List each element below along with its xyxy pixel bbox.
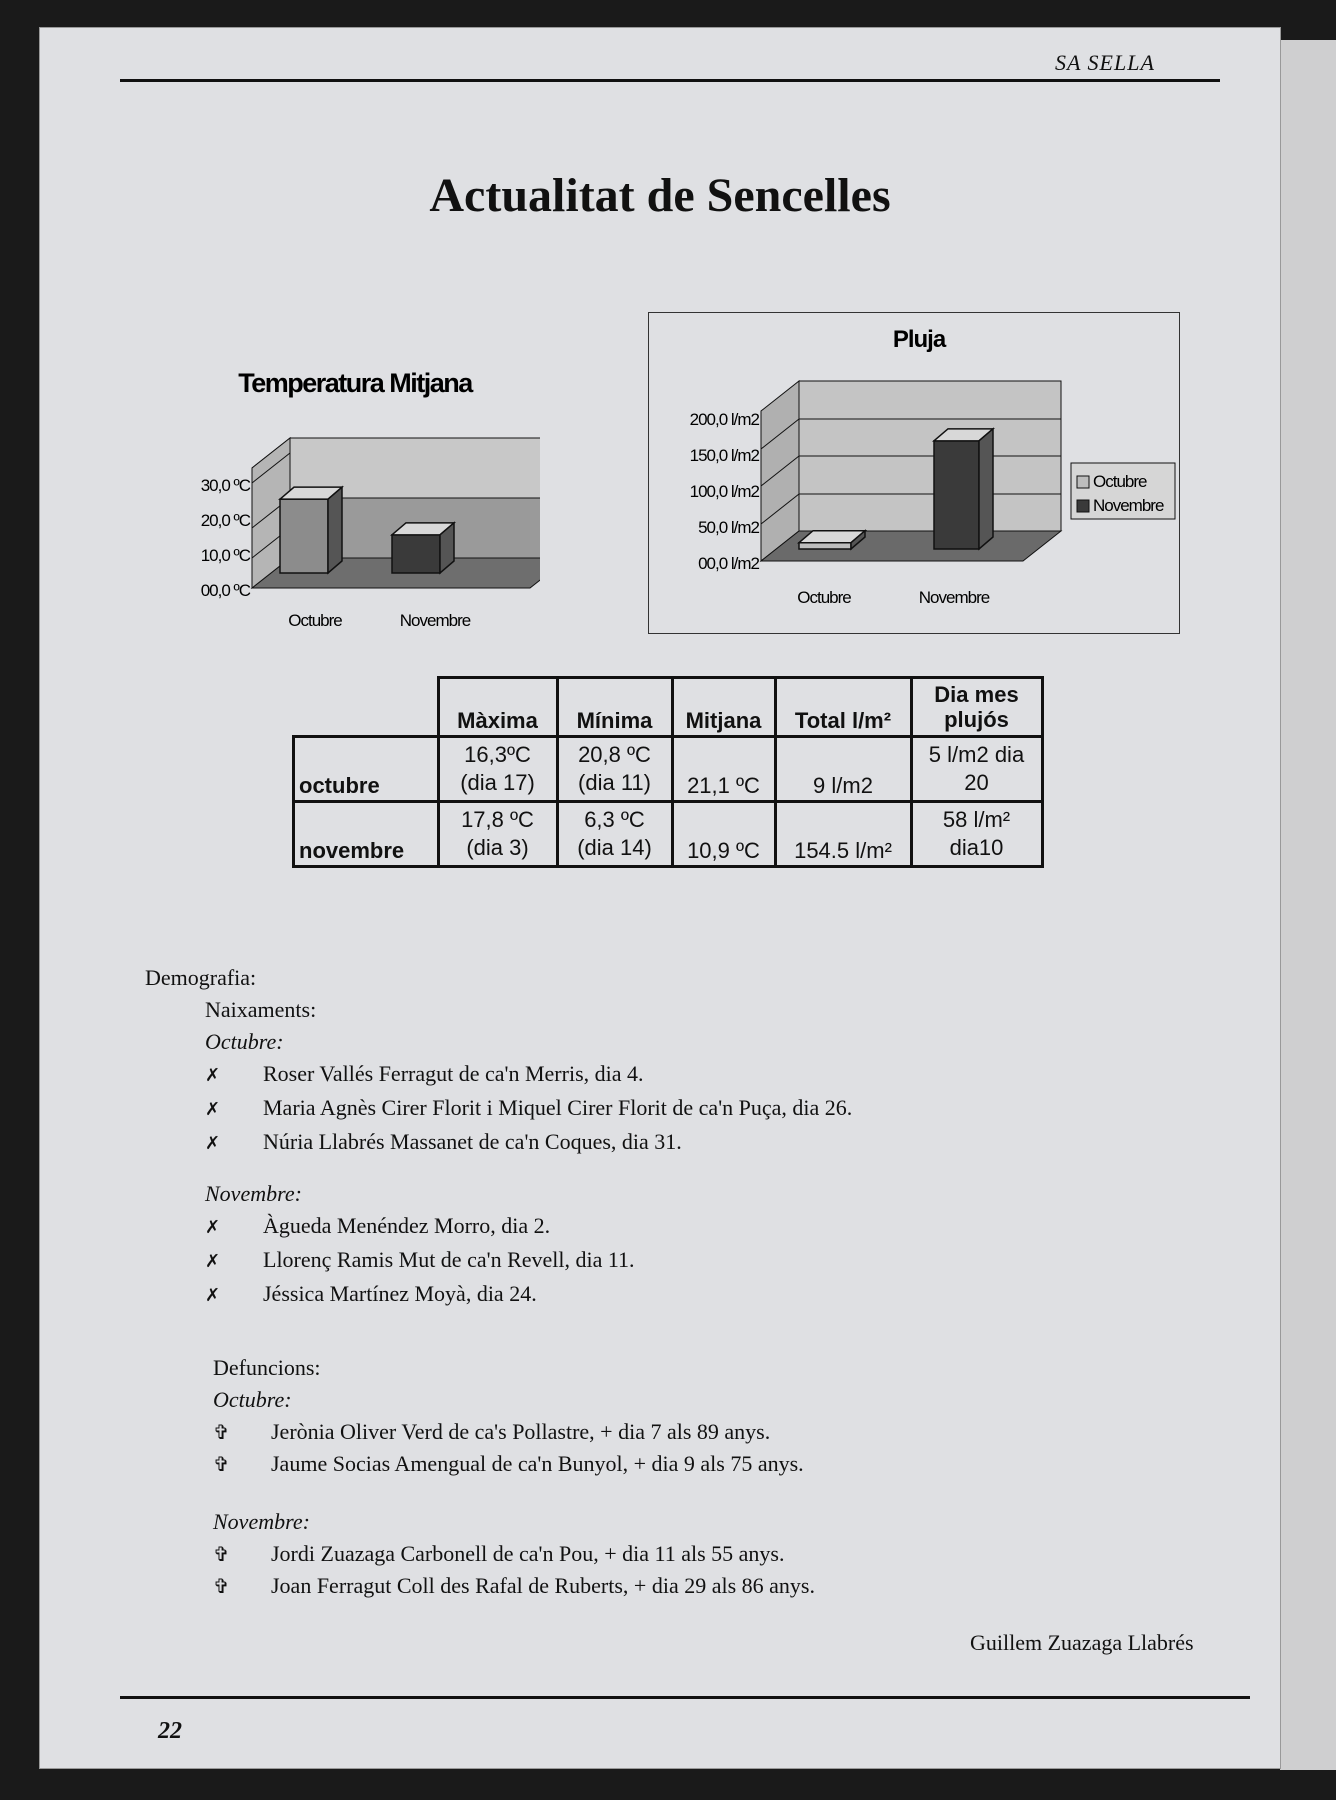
cell-day: (dia 11) [578, 770, 651, 795]
table-row [294, 737, 1043, 802]
subsection-heading: Naixaments: [205, 997, 317, 1022]
table-cell: 9 l/m2 [775, 737, 911, 802]
col-header: Màxima [438, 678, 557, 737]
temperature-chart [170, 348, 540, 648]
cross-icon: ✗ [205, 1099, 221, 1120]
legend-label: Novembre [1093, 496, 1164, 515]
cell-value: 16,3ºC [464, 742, 531, 767]
subsection-heading: Defuncions: [213, 1355, 321, 1380]
table-cell [911, 802, 1042, 867]
chart-title: Pluja [892, 326, 946, 353]
list-item: ✞ Joan Ferragut Coll des Rafal de Ruberts, + dia 29 als 86 anys. [145, 1570, 1045, 1602]
x-tick-label: Octubre [288, 611, 342, 630]
x-axis-labels [797, 588, 989, 607]
page-number: 22 [158, 1718, 182, 1744]
y-tick-label: 00,0 ºC [200, 581, 250, 600]
list-item: ✗ Núria Llabrés Massanet de ca'n Coques, dia 31. [145, 1126, 1045, 1160]
list-item: ✗ Àgueda Menéndez Morro, dia 2. [145, 1210, 1045, 1244]
cell-day: (dia 14) [577, 835, 652, 860]
cross-icon: ✗ [205, 1217, 221, 1238]
cross-icon: ✗ [205, 1133, 221, 1154]
legend-swatch [1077, 500, 1089, 512]
cross-death-icon: ✞ [213, 1420, 230, 1444]
table-cell [438, 802, 557, 867]
col-header: Dia mes plujós [911, 678, 1042, 737]
cell-day: dia10 [949, 835, 1004, 860]
y-tick-label: 100,0 l/m2 [689, 482, 759, 501]
page-title: Actualitat de Sencelles [429, 169, 891, 222]
cell-value: 17,8 ºC [461, 807, 534, 832]
cross-death-icon: ✞ [213, 1542, 230, 1566]
list-item: ✞ Jerònia Oliver Verd de ca's Pollastre, + dia 7 als 89 anys. [145, 1416, 1045, 1448]
x-tick-label: Novembre [399, 611, 471, 630]
y-tick-label: 30,0 ºC [200, 476, 250, 495]
y-tick-label: 20,0 ºC [200, 511, 250, 530]
y-axis-labels [690, 410, 760, 573]
legend-label: Octubre [1093, 472, 1147, 491]
month-label: Octubre: [213, 1387, 292, 1412]
temperature-bar [392, 523, 454, 573]
table-cell [438, 737, 557, 802]
magazine-page [40, 28, 1280, 1768]
month-label: Novembre: [213, 1509, 310, 1534]
section-heading: Demografia: [145, 965, 257, 990]
table-cell [557, 802, 672, 867]
month-label: Octubre: [205, 1029, 284, 1054]
chart-title: Temperatura Mitjana [238, 368, 472, 398]
table-cell [557, 737, 672, 802]
temperature-bar [280, 487, 342, 573]
cross-icon: ✗ [205, 1251, 221, 1272]
list-item: ✗ Llorenç Ramis Mut de ca'n Revell, dia 11. [145, 1244, 1045, 1278]
demografia-section [145, 962, 1045, 1602]
list-item: ✗ Roser Vallés Ferragut de ca'n Merris, dia 4. [145, 1058, 1045, 1092]
legend [1071, 463, 1175, 519]
rain-bar [799, 531, 865, 549]
rain-bar [934, 429, 993, 549]
rain-chart [648, 312, 1180, 634]
cell-day: (dia 3) [466, 835, 529, 860]
cell-value: 20,8 ºC [578, 742, 651, 767]
list-item: ✗ Maria Agnès Cirer Florit i Miquel Cirer Florit de ca'n Puça, dia 26. [145, 1092, 1045, 1126]
table-header-row [294, 678, 1043, 737]
table-row [294, 802, 1043, 867]
list-item: ✞ Jordi Zuazaga Carbonell de ca'n Pou, + dia 11 als 55 anys. [145, 1538, 1045, 1570]
y-tick-label: 50,0 l/m2 [698, 518, 759, 537]
col-header: Mitjana [672, 678, 775, 737]
list-item: ✞ Jaume Socias Amengual de ca'n Bunyol, + dia 9 als 75 anys. [145, 1448, 1045, 1480]
footer-rule [120, 1696, 1250, 1699]
col-header: Mínima [557, 678, 672, 737]
table-cell: 154.5 l/m² [775, 802, 911, 867]
magazine-header: SA SELLA [1055, 50, 1155, 75]
cell-day: (dia 17) [460, 770, 535, 795]
table-cell [911, 737, 1042, 802]
col-header: Total l/m² [775, 678, 911, 737]
y-tick-label: 200,0 l/m2 [689, 410, 759, 429]
list-item: ✗ Jéssica Martínez Moyà, dia 24. [145, 1278, 1045, 1312]
cross-death-icon: ✞ [213, 1574, 230, 1598]
cell-value: 6,3 ºC [584, 807, 645, 832]
table-cell: 21,1 ºC [672, 737, 775, 802]
y-axis-labels [201, 476, 251, 600]
y-tick-label: 10,0 ºC [200, 546, 250, 565]
table-cell: 10,9 ºC [672, 802, 775, 867]
x-tick-label: Octubre [797, 588, 851, 607]
author-signature: Guillem Zuazaga Llabrés [970, 1630, 1194, 1655]
row-label: octubre [294, 737, 439, 802]
header-rule [120, 79, 1220, 82]
x-axis-labels [288, 611, 470, 630]
x-tick-label: Novembre [918, 588, 990, 607]
y-tick-label: 150,0 l/m2 [689, 446, 759, 465]
cell-value: 58 l/m² [942, 807, 1011, 832]
y-tick-label: 00,0 l/m2 [698, 554, 759, 573]
cross-icon: ✗ [205, 1065, 221, 1086]
cross-death-icon: ✞ [213, 1452, 230, 1476]
month-label: Novembre: [205, 1181, 302, 1206]
cross-icon: ✗ [205, 1285, 221, 1306]
legend-swatch [1077, 476, 1089, 488]
cell-value: 5 l/m2 dia [928, 742, 1025, 767]
row-label: novembre [294, 802, 439, 867]
facing-page-edge [1280, 40, 1336, 1770]
cell-day: 20 [964, 770, 989, 795]
weather-table [292, 676, 1044, 868]
